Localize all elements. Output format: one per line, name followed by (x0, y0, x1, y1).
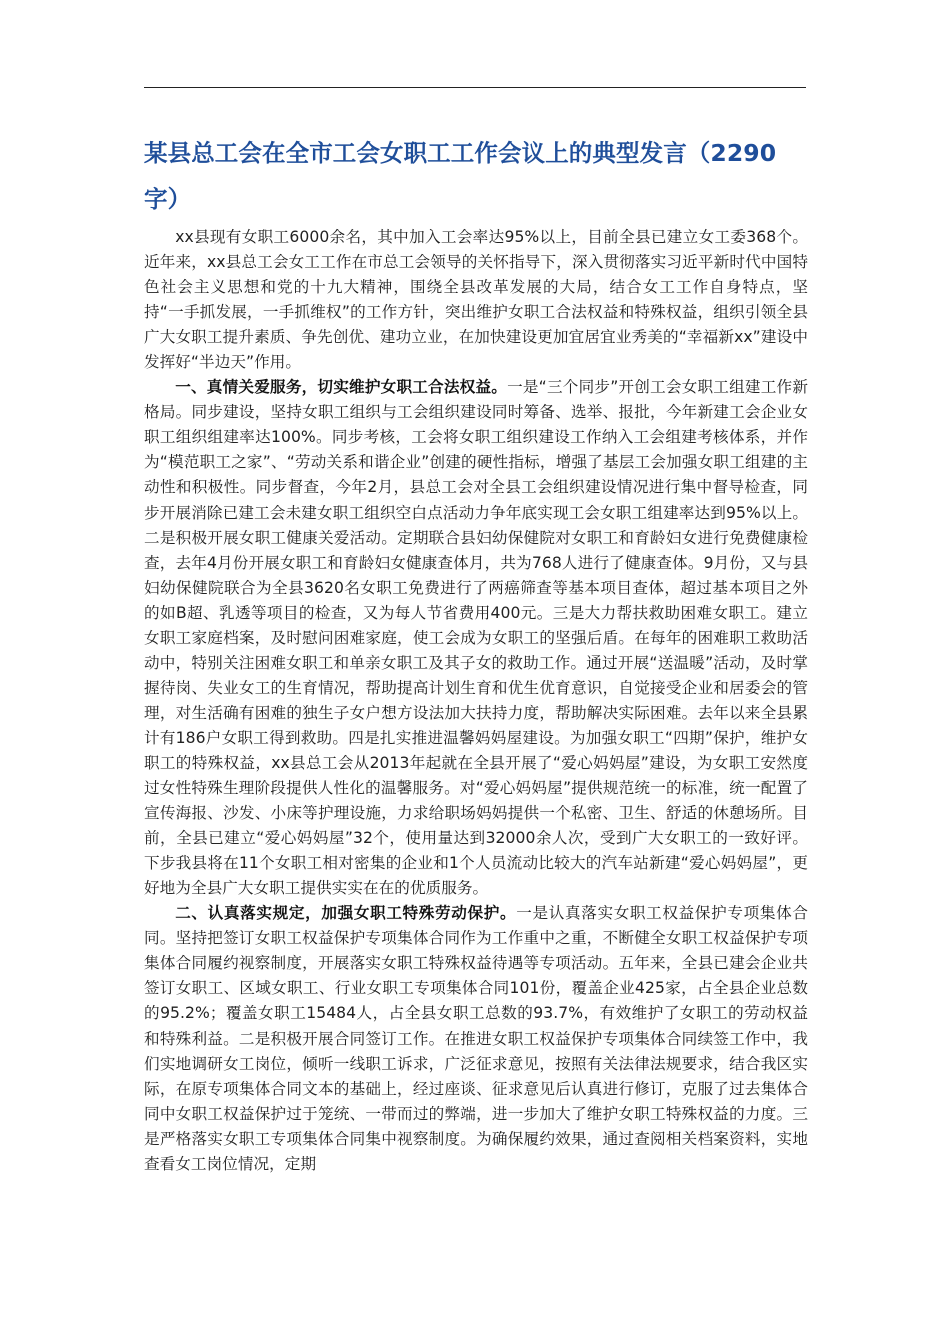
document-body (144, 225, 808, 1177)
section-heading: 二、认真落实规定，加强女职工特殊劳动保护。 (175, 904, 517, 923)
paragraph-section-2 (144, 901, 808, 1177)
paragraph-text: 一是认真落实女职工权益保护专项集体合同。坚持把签订女职工权益保护专项集体合同作为工作重中之重，不断健全女职工权益保护专项集体合同履约视察制度，开展落实女职工特殊权益待遇等专项活动。五年来，全县已建会企业共签订女职工、区域女职工、行业女职工专项集体合同101份，覆盖企业425家，占全县企业总数的95.2%；覆盖女职工15484人，占全县女职工总数的93.7%，有效维护了女职工的劳动权益和特殊利益。二是积极开展合同签订工作。在推进女职工权益保护专项集体合同续签工作中，我们实地调研女工岗位，倾听一线职工诉求，广泛征求意见，按照有关法律法规要求，结合我区实际，在原专项集体合同文本的基础上，经过座谈、征求意见后认真进行修订，克服了过去集体合同中女职工权益保护过于笼统、一带而过的弊端，进一步加大了维护女职工特殊权益的力度。三是严格落实女职工专项集体合同集中视察制度。为确保履约效果，通过查阅相关档案资料，实地查看女工岗位情况，定期 (144, 904, 808, 1173)
section-heading: 一、真情关爱服务，切实维护女职工合法权益。 (175, 378, 508, 397)
header-rule (144, 87, 806, 88)
paragraph-section-1 (144, 375, 808, 901)
paragraph-intro (144, 225, 808, 375)
document-title: 某县总工会在全市工会女职工工作会议上的典型发言（2290字） (144, 139, 777, 213)
paragraph-text: xx县现有女职工6000余名，其中加入工会率达95%以上，目前全县已建立女工委368个。近年来，xx县总工会女工工作在市总工会领导的关怀指导下，深入贯彻落实习近平新时代中国特色社会主义思想和党的十九大精神，围绕全县改革发展的大局，结合女工工作自身特点，坚持“一手抓发展，一手抓维权”的工作方针，突出维护女职工合法权益和特殊权益，组织引领全县广大女职工提升素质、争先创优、建功立业，在加快建设更加宜居宜业秀美的“幸福新xx”建设中发挥好“半边天”作用。 (144, 228, 808, 372)
paragraph-text: 一是“三个同步”开创工会女职工组建工作新格局。同步建设，坚持女职工组织与工会组织建设同时筹备、选举、报批，今年新建工会企业女职工组织组建率达100%。同步考核，工会将女职工组织建设工作纳入工会组建考核体系，并作为“模范职工之家”、“劳动关系和谐企业”创建的硬性指标，增强了基层工会加强女职工组建的主动性和积极性。同步督查，今年2月，县总工会对全县工会组织建设情况进行集中督导检查，同步开展消除已建工会未建女职工组织空白点活动力争年底实现工会女职工组建率达到95%以上。二是积极开展女职工健康关爱活动。定期联合县妇幼保健院对女职工和育龄妇女进行免费健康检查，去年4月份开展女职工和育龄妇女健康查体月，共为768人进行了健康查体。9月份，又与县妇幼保健院联合为全县3620名女职工免费进行了两癌筛查等基本项目查体，超过基本项目之外的如B超、乳透等项目的检查，又为每人节省费用400元。三是大力帮扶救助困难女职工。建立女职工家庭档案，及时慰问困难家庭，使工会成为女职工的坚强后盾。在每年的困难职工救助活动中，特别关注困难女职工和单亲女职工及其子女的救助工作。通过开展“送温暖”活动，及时掌握待岗、失业女工的生育情况，帮助提高计划生育和优生优育意识，自觉接受企业和居委会的管理，对生活确有困难的独生子女户想方设法加大扶持力度，帮助解决实际困难。去年以来全县累计有186户女职工得到救助。四是扎实推进温馨妈妈屋建设。为加强女职工“四期”保护，维护女职工的特殊权益，xx县总工会从2013年起就在全县开展了“爱心妈妈屋”建设，为女职工安然度过女性特殊生理阶段提供人性化的温馨服务。对“爱心妈妈屋”提供规范统一的标准，统一配置了宣传海报、沙发、小床等护理设施，力求给职场妈妈提供一个私密、卫生、舒适的休憩场所。目前，全县已建立“爱心妈妈屋”32个，使用量达到32000余人次，受到广大女职工的一致好评。下步我县将在11个女职工相对密集的企业和1个人员流动比较大的汽车站新建“爱心妈妈屋”，更好地为全县广大女职工提供实实在在的优质服务。 (144, 378, 808, 898)
